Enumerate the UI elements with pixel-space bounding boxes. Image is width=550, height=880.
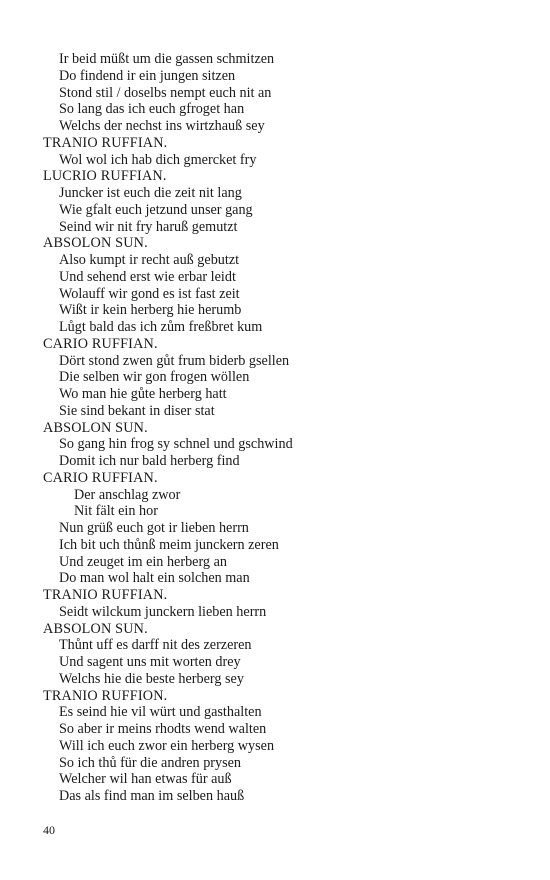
verse-line: So ich thů für die andren prysen: [59, 754, 242, 771]
verse-line: Welcher wil han etwas für auß: [59, 771, 232, 788]
verse-line: Ich bit uch thůnß meim junckern zeren: [59, 536, 279, 553]
verse-line: Der anschlag zwor: [74, 486, 181, 503]
verse-line: Sie sind bekant in diser stat: [59, 402, 215, 419]
verse-line: So aber ir meins rhodts wend walten: [59, 721, 267, 737]
speaker-name: TRANIO RUFFIAN.: [43, 134, 168, 151]
verse-line: Und sagent uns mit worten drey: [59, 654, 241, 670]
verse-line: Welchs der nechst ins wirtzhauß sey: [59, 118, 265, 134]
play-text: [43, 51, 523, 805]
page-number: 40: [43, 823, 55, 837]
verse-line: Ir beid müßt um die gassen schmitzen: [59, 51, 275, 67]
verse-line: Do man wol halt ein solchen man: [59, 570, 250, 587]
verse-line: Lůgt bald das ich zům freßbret kum: [59, 319, 263, 335]
verse-line: Nun grüß euch got ir lieben herrn: [59, 520, 249, 536]
verse-line: Thůnt uff es darff nit des zerzeren: [59, 637, 252, 654]
verse-line: Die selben wir gon frogen wöllen: [59, 369, 250, 386]
speaker-name: TRANIO RUFFION.: [43, 687, 168, 704]
speaker-name: ABSOLON SUN.: [43, 235, 148, 252]
verse-line: Seidt wilckum junckern lieben herrn: [59, 603, 267, 620]
speaker-name: ABSOLON SUN.: [43, 419, 148, 436]
verse-line: Dört stond zwen gůt frum biderb gsellen: [59, 352, 290, 369]
verse-line: Nit fält ein hor: [74, 503, 158, 520]
speaker-name: CARIO RUFFIAN.: [43, 469, 158, 486]
verse-line: Juncker ist euch die zeit nit lang: [59, 185, 242, 201]
verse-line: Wol wol ich hab dich gmercket fry: [59, 151, 257, 168]
verse-line: Stond stil / doselbs nempt euch nit an: [59, 84, 272, 101]
verse-line: Welchs hie die beste herberg sey: [59, 670, 244, 687]
verse-line: Wie gfalt euch jetzund unser gang: [59, 201, 253, 218]
verse-line: Wißt ir kein herberg hie herumb: [59, 302, 242, 319]
verse-line: So lang das ich euch gfroget han: [59, 101, 245, 118]
speaker-name: LUCRIO RUFFIAN.: [43, 168, 167, 185]
verse-line: Es seind hie vil würt und gasthalten: [59, 704, 262, 721]
verse-line: Und sehend erst wie erbar leidt: [59, 268, 236, 285]
verse-line: Wolauff wir gond es ist fast zeit: [59, 285, 240, 302]
speaker-name: CARIO RUFFIAN.: [43, 335, 158, 352]
verse-line: Do findend ir ein jungen sitzen: [59, 67, 236, 84]
verse-line: Wo man hie gůte herberg hatt: [59, 386, 227, 402]
verse-line: Domit ich nur bald herberg find: [59, 453, 240, 469]
speaker-name: ABSOLON SUN.: [43, 620, 148, 637]
verse-line: So gang hin frog sy schnel und gschwind: [59, 436, 293, 453]
speaker-name: TRANIO RUFFIAN.: [43, 587, 168, 603]
verse-line: Seind wir nit fry haruß gemutzt: [59, 218, 238, 235]
verse-line: Das als find man im selben hauß: [59, 788, 245, 804]
verse-line: Also kumpt ir recht auß gebutzt: [59, 252, 240, 268]
verse-line: Will ich euch zwor ein herberg wysen: [59, 737, 275, 754]
verse-line: Und zeuget im ein herberg an: [59, 553, 227, 570]
